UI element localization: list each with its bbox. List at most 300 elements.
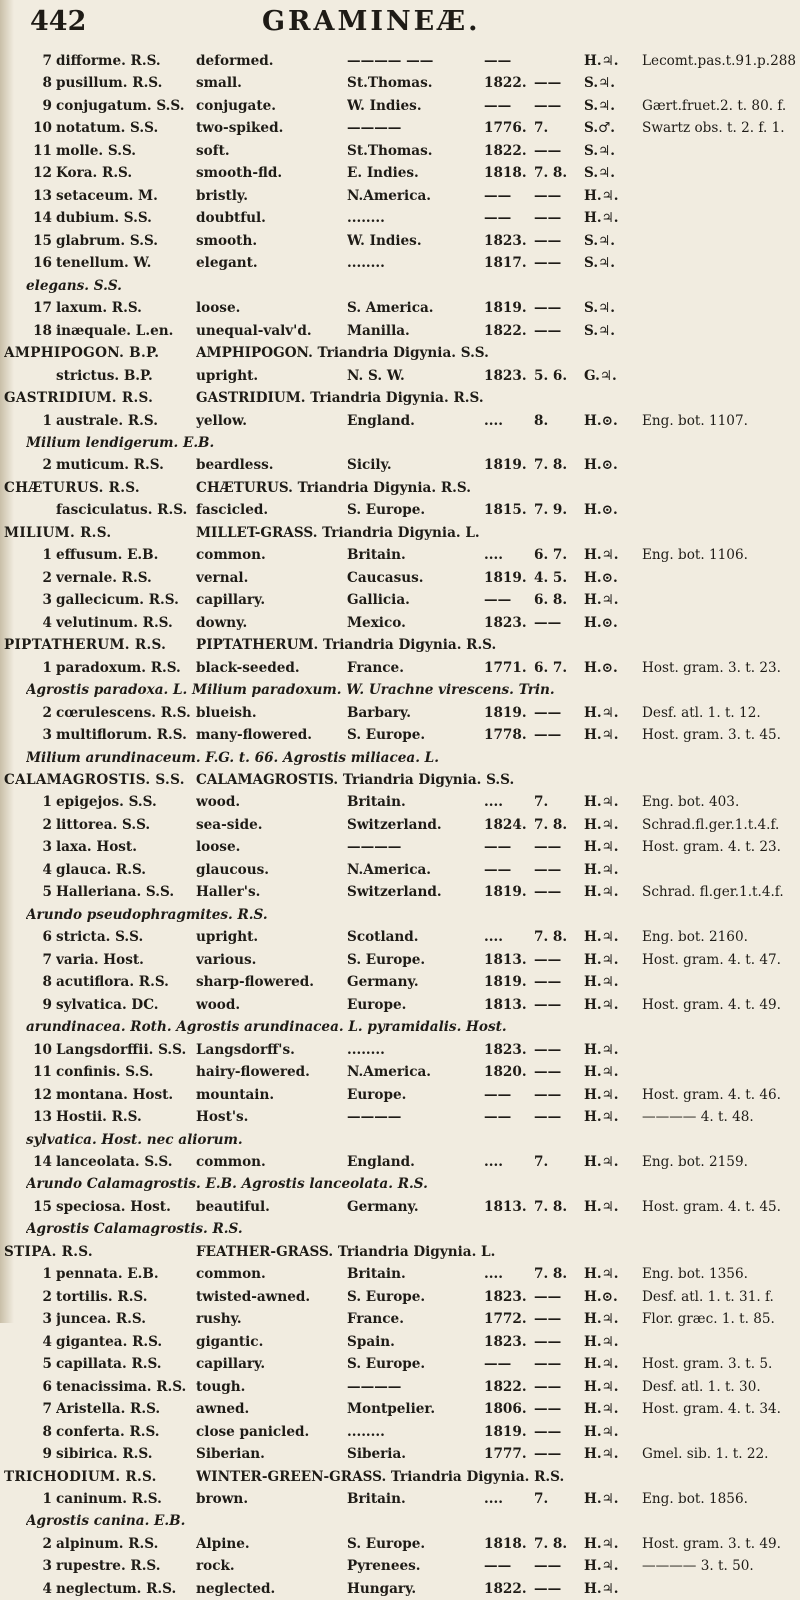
page-title: GRAMINEÆ. — [262, 6, 481, 37]
flowering-months: —— — [534, 1064, 562, 1081]
species-name: confinis. S.S. — [56, 1064, 154, 1081]
introduction-year: .... — [484, 794, 503, 811]
introduction-year: 1823. — [484, 367, 527, 384]
introduction-year: —— — [484, 1109, 512, 1126]
habit-duration: S.♃. — [584, 232, 615, 249]
figure-reference: Host. gram. 4. t. 49. — [642, 996, 781, 1013]
figure-reference: Lecomt.pas.t.91.p.288 — [642, 53, 797, 69]
introduction-year: 1806. — [484, 1401, 527, 1418]
species-name: conjugatum. S.S. — [56, 97, 185, 114]
habit-duration: H.♃. — [584, 861, 619, 878]
species-row — [0, 567, 800, 589]
species-row — [0, 724, 800, 746]
native-country: ........ — [347, 210, 385, 227]
english-name: doubtful. — [196, 210, 266, 227]
species-row — [0, 1151, 800, 1173]
species-number: 4 — [42, 1333, 52, 1350]
english-name: smooth-fld. — [196, 165, 283, 182]
flowering-months: —— — [534, 1356, 562, 1373]
species-row — [0, 454, 800, 476]
native-country: Sicily. — [347, 457, 392, 474]
habit-duration: H.♃. — [584, 1580, 619, 1597]
habit-duration: H.♃. — [584, 839, 619, 856]
species-name: varia. Host. — [56, 951, 144, 968]
habit-duration: H.♃. — [584, 1491, 619, 1507]
english-name: elegant. — [196, 255, 258, 272]
synonym-text: sylvatica. Host. nec aliorum. — [26, 1131, 243, 1148]
species-row — [0, 1555, 800, 1577]
species-row — [0, 162, 800, 184]
native-country: Britain. — [347, 794, 406, 811]
species-name: muticum. R.S. — [56, 457, 164, 474]
english-name: beardless. — [196, 457, 274, 474]
species-row — [0, 1106, 800, 1128]
figure-reference: Schrad. fl.ger.1.t.4.f. — [642, 884, 784, 901]
english-name: deformed. — [196, 53, 274, 69]
genus-classification: GASTRIDIUM. Triandria Digynia. R.S. — [196, 390, 484, 407]
flowering-months: 6. 7. — [534, 547, 568, 564]
english-name: beautiful. — [196, 1198, 270, 1215]
native-country: Scotland. — [347, 929, 419, 946]
habit-duration: H.♃. — [584, 1356, 619, 1373]
native-country: N.America. — [347, 861, 432, 878]
species-row — [0, 1286, 800, 1308]
english-name: hairy-flowered. — [196, 1064, 310, 1081]
species-name: multiflorum. R.S. — [56, 727, 187, 744]
species-row — [0, 140, 800, 162]
english-name: Haller's. — [196, 884, 261, 901]
species-name: glabrum. S.S. — [56, 232, 159, 249]
habit-duration: S.♃. — [584, 255, 615, 272]
genus-classification: MILLET-GRASS. Triandria Digynia. L. — [196, 524, 480, 541]
figure-reference: Gmel. sib. 1. t. 22. — [642, 1446, 769, 1463]
flowering-months: —— — [534, 839, 562, 856]
native-country: ........ — [347, 1041, 385, 1058]
habit-duration: H.♃. — [584, 547, 619, 564]
synonym-text: Milium lendigerum. E.B. — [26, 434, 215, 451]
native-country: E. Indies. — [347, 165, 419, 182]
species-row — [0, 657, 800, 679]
native-country: Britain. — [347, 1491, 406, 1507]
species-row — [0, 1533, 800, 1555]
introduction-year: 1822. — [484, 322, 527, 339]
native-country: Switzerland. — [347, 816, 442, 833]
habit-duration: H.♃. — [584, 1558, 619, 1575]
habit-duration: H.♃. — [584, 1333, 619, 1350]
native-country: Europe. — [347, 996, 407, 1013]
species-name: alpinum. R.S. — [56, 1535, 159, 1552]
flowering-months: —— — [534, 727, 562, 744]
flowering-months: —— — [534, 1041, 562, 1058]
flowering-months: —— — [534, 614, 562, 631]
genus-classification: CALAMAGROSTIS. Triandria Digynia. S.S. — [196, 772, 515, 788]
english-name: awned. — [196, 1401, 250, 1418]
figure-reference: Desf. atl. 1. t. 31. f. — [642, 1288, 774, 1305]
synonym-row — [0, 1218, 800, 1240]
introduction-year: 1819. — [484, 1423, 527, 1440]
native-country: Germany. — [347, 1198, 419, 1215]
flowering-months: —— — [534, 97, 562, 114]
introduction-year: 1819. — [484, 569, 527, 586]
synonym-text: Arundo Calamagrostis. E.B. Agrostis lanceolata. R.S. — [26, 1176, 428, 1193]
species-row — [0, 1039, 800, 1061]
native-country: S. Europe. — [347, 1535, 426, 1552]
species-name: pusillum. R.S. — [56, 75, 163, 92]
species-name: juncea. R.S. — [56, 1311, 146, 1328]
species-row — [0, 881, 800, 903]
habit-duration: H.♃. — [584, 1109, 619, 1126]
species-row — [0, 1061, 800, 1083]
species-number: 6 — [42, 929, 52, 946]
habit-duration: H.♃. — [584, 1266, 619, 1283]
flowering-months: —— — [534, 142, 562, 159]
species-row — [0, 1488, 800, 1510]
figure-reference: Desf. atl. 1. t. 12. — [642, 704, 761, 721]
flowering-months: —— — [534, 884, 562, 901]
english-name: downy. — [196, 614, 248, 631]
species-name: gigantea. R.S. — [56, 1333, 163, 1350]
english-name: vernal. — [196, 569, 249, 586]
species-row — [0, 1196, 800, 1218]
synonym-row — [0, 1129, 800, 1151]
introduction-year: 1824. — [484, 816, 527, 833]
habit-duration: H.♃. — [584, 53, 619, 69]
species-row — [0, 410, 800, 432]
flowering-months: —— — [534, 1423, 562, 1440]
genus-row — [0, 342, 800, 364]
species-number: 4 — [42, 861, 52, 878]
species-number: 11 — [33, 1064, 52, 1081]
flowering-months: —— — [534, 1288, 562, 1305]
synonym-row — [0, 747, 800, 769]
introduction-year: 1818. — [484, 165, 527, 182]
species-name: montana. Host. — [56, 1086, 174, 1103]
genus-classification: PIPTATHERUM. Triandria Digynia. R.S. — [196, 637, 497, 654]
english-name: conjugate. — [196, 97, 277, 114]
synonym-text: Agrostis canina. E.B. — [26, 1513, 186, 1530]
species-number: 10 — [33, 120, 52, 137]
native-country: S. Europe. — [347, 951, 426, 968]
introduction-year: .... — [484, 1491, 503, 1507]
introduction-year: .... — [484, 1153, 503, 1170]
flowering-months: —— — [534, 1109, 562, 1126]
species-name: Aristella. R.S. — [56, 1401, 161, 1418]
species-number: 2 — [42, 704, 52, 721]
introduction-year: 1777. — [484, 1446, 527, 1463]
native-country: ........ — [347, 1423, 385, 1440]
species-number: 9 — [42, 97, 52, 114]
flowering-months: —— — [534, 1086, 562, 1103]
species-row — [0, 297, 800, 319]
flowering-months: —— — [534, 75, 562, 92]
habit-duration: H.♃. — [584, 929, 619, 946]
native-country: Britain. — [347, 547, 406, 564]
introduction-year: 1819. — [484, 457, 527, 474]
introduction-year: 1822. — [484, 75, 527, 92]
species-name: Langsdorffii. S.S. — [56, 1041, 187, 1058]
habit-duration: H.♃. — [584, 1153, 619, 1170]
species-number: 8 — [42, 974, 52, 991]
habit-duration: H.♃. — [584, 727, 619, 744]
synonym-text: Arundo pseudophragmites. R.S. — [26, 906, 268, 923]
native-country: S. Europe. — [347, 1356, 426, 1373]
habit-duration: S.♃. — [584, 300, 615, 317]
species-number: 7 — [42, 951, 52, 968]
habit-duration: H.♃. — [584, 704, 619, 721]
species-name: fasciculatus. R.S. — [56, 502, 188, 519]
native-country: ———— — [347, 1109, 402, 1126]
flowering-months: 7. 8. — [534, 1266, 568, 1283]
figure-reference: Eng. bot. 403. — [642, 794, 740, 811]
native-country: ———— — [347, 839, 402, 856]
synonym-text: Agrostis Calamagrostis. R.S. — [26, 1221, 243, 1238]
page-number: 442 — [30, 6, 87, 37]
genus-name: STIPA. R.S. — [4, 1243, 93, 1260]
species-row — [0, 1376, 800, 1398]
flowering-months: 7. — [534, 1153, 549, 1170]
english-name: wood. — [196, 794, 241, 811]
figure-reference: Host. gram. 4. t. 47. — [642, 951, 781, 968]
english-name: Host's. — [196, 1109, 249, 1126]
native-country: Caucasus. — [347, 569, 424, 586]
habit-duration: S.♂. — [584, 120, 615, 137]
figure-reference: Host. gram. 4. t. 45. — [642, 1198, 781, 1215]
species-name: neglectum. R.S. — [56, 1580, 177, 1597]
english-name: upright. — [196, 367, 259, 384]
figure-reference: Eng. bot. 1856. — [642, 1491, 748, 1507]
species-name: epigejos. S.S. — [56, 794, 157, 811]
flowering-months: —— — [534, 210, 562, 227]
species-row — [0, 612, 800, 634]
figure-reference: Eng. bot. 1106. — [642, 547, 748, 564]
flowering-months: —— — [534, 232, 562, 249]
figure-reference: Desf. atl. 1. t. 30. — [642, 1378, 761, 1395]
english-name: soft. — [196, 142, 230, 159]
habit-duration: H.♃. — [584, 884, 619, 901]
english-name: Siberian. — [196, 1446, 265, 1463]
introduction-year: 1823. — [484, 1041, 527, 1058]
genus-row — [0, 387, 800, 409]
habit-duration: S.♃. — [584, 75, 615, 92]
introduction-year: 1823. — [484, 232, 527, 249]
english-name: smooth. — [196, 232, 258, 249]
figure-reference: Eng. bot. 1107. — [642, 412, 748, 429]
species-name: effusum. E.B. — [56, 547, 159, 564]
english-name: two-spiked. — [196, 120, 284, 137]
species-name: speciosa. Host. — [56, 1198, 171, 1215]
species-name: sibirica. R.S. — [56, 1446, 153, 1463]
habit-duration: H.⊙. — [584, 412, 618, 429]
native-country: ———— — [347, 120, 402, 137]
flowering-months: 7. 8. — [534, 929, 568, 946]
english-name: glaucous. — [196, 861, 269, 878]
english-name: neglected. — [196, 1580, 276, 1597]
native-country: W. Indies. — [347, 232, 422, 249]
flowering-months: 7. 9. — [534, 502, 568, 519]
species-number: 5 — [42, 884, 52, 901]
habit-duration: H.♃. — [584, 1086, 619, 1103]
flowering-months: —— — [534, 704, 562, 721]
figure-reference: Host. gram. 4. t. 34. — [642, 1401, 781, 1418]
native-country: Hungary. — [347, 1580, 417, 1597]
species-number: 3 — [42, 1311, 52, 1328]
native-country: N.America. — [347, 1064, 432, 1081]
native-country: S. Europe. — [347, 1288, 426, 1305]
flowering-months: 7. 8. — [534, 1198, 568, 1215]
species-number: 1 — [42, 1491, 52, 1507]
flowering-months: 7. 8. — [534, 165, 568, 182]
habit-duration: H.⊙. — [584, 569, 618, 586]
figure-reference: Host. gram. 3. t. 45. — [642, 727, 781, 744]
figure-reference: Eng. bot. 1356. — [642, 1266, 748, 1283]
flowering-months: —— — [534, 996, 562, 1013]
species-name: stricta. S.S. — [56, 929, 144, 946]
species-name: setaceum. M. — [56, 187, 158, 204]
english-name: blueish. — [196, 704, 257, 721]
species-number: 8 — [42, 1423, 52, 1440]
figure-reference: Swartz obs. t. 2. f. 1. — [642, 120, 785, 137]
habit-duration: H.♃. — [584, 974, 619, 991]
species-row — [0, 95, 800, 117]
flowering-months: —— — [534, 322, 562, 339]
species-row — [0, 1421, 800, 1443]
native-country: Siberia. — [347, 1446, 407, 1463]
species-number: 1 — [42, 659, 52, 676]
species-number: 14 — [33, 210, 52, 227]
introduction-year: 1776. — [484, 120, 527, 137]
genus-name: CALAMAGROSTIS. S.S. — [4, 772, 185, 788]
english-name: capillary. — [196, 1356, 266, 1373]
habit-duration: H.♃. — [584, 592, 619, 609]
figure-reference: Eng. bot. 2159. — [642, 1153, 748, 1170]
species-number: 4 — [42, 614, 52, 631]
introduction-year: —— — [484, 210, 512, 227]
native-country: ........ — [347, 255, 385, 272]
native-country: England. — [347, 1153, 415, 1170]
figure-reference: Host. gram. 4. t. 46. — [642, 1086, 781, 1103]
species-row — [0, 836, 800, 858]
genus-classification: FEATHER-GRASS. Triandria Digynia. L. — [196, 1243, 496, 1260]
species-number: 14 — [33, 1153, 52, 1170]
habit-duration: H.⊙. — [584, 614, 618, 631]
genus-name: MILIUM. R.S. — [4, 524, 112, 541]
english-name: common. — [196, 1153, 266, 1170]
species-number: 1 — [42, 794, 52, 811]
flowering-months: 8. — [534, 412, 549, 429]
species-number: 2 — [42, 1288, 52, 1305]
native-country: Montpelier. — [347, 1401, 436, 1418]
flowering-months: 6. 8. — [534, 592, 568, 609]
flowering-months: —— — [534, 861, 562, 878]
species-row — [0, 814, 800, 836]
genus-row — [0, 477, 800, 499]
native-country: Britain. — [347, 1266, 406, 1283]
species-row — [0, 1308, 800, 1330]
species-name: velutinum. R.S. — [56, 614, 173, 631]
english-name: unequal-valv'd. — [196, 322, 312, 339]
species-number: 2 — [42, 569, 52, 586]
english-name: various. — [196, 951, 257, 968]
habit-duration: H.⊙. — [584, 1288, 618, 1305]
species-name: tenellum. W. — [56, 255, 152, 272]
introduction-year: 1778. — [484, 727, 527, 744]
species-number: 10 — [33, 1041, 52, 1058]
habit-duration: S.♃. — [584, 142, 615, 159]
introduction-year: 1819. — [484, 300, 527, 317]
flowering-months: —— — [534, 1401, 562, 1418]
english-name: wood. — [196, 996, 241, 1013]
introduction-year: .... — [484, 547, 503, 564]
flowering-months: 7. 8. — [534, 1535, 568, 1552]
species-number: 8 — [42, 75, 52, 92]
habit-duration: H.♃. — [584, 794, 619, 811]
native-country: St.Thomas. — [347, 75, 433, 92]
habit-duration: H.♃. — [584, 1064, 619, 1081]
genus-name: AMPHIPOGON. B.P. — [4, 345, 160, 362]
native-country: Europe. — [347, 1086, 407, 1103]
habit-duration: H.⊙. — [584, 457, 618, 474]
native-country: Barbary. — [347, 704, 412, 721]
synonym-row — [0, 904, 800, 926]
introduction-year: 1819. — [484, 974, 527, 991]
english-name: gigantic. — [196, 1333, 264, 1350]
flowering-months: —— — [534, 255, 562, 272]
flowering-months: —— — [534, 300, 562, 317]
species-name: cœrulescens. R.S. — [56, 704, 191, 721]
figure-reference: Schrad.fl.ger.1.t.4.f. — [642, 816, 780, 833]
native-country: ———— —— — [347, 53, 434, 69]
habit-duration: H.♃. — [584, 1378, 619, 1395]
flowering-months: —— — [534, 951, 562, 968]
flowering-months: —— — [534, 1311, 562, 1328]
species-number: 13 — [33, 187, 52, 204]
habit-duration: H.♃. — [584, 1198, 619, 1215]
introduction-year: 1819. — [484, 704, 527, 721]
species-row — [0, 117, 800, 139]
introduction-year: —— — [484, 592, 512, 609]
flowering-months: —— — [534, 1446, 562, 1463]
species-number: 9 — [42, 996, 52, 1013]
species-number: 16 — [33, 255, 52, 272]
english-name: upright. — [196, 929, 259, 946]
species-row — [0, 252, 800, 274]
introduction-year: .... — [484, 929, 503, 946]
species-row — [0, 544, 800, 566]
species-name: difforme. R.S. — [56, 53, 161, 69]
species-name: Halleriana. S.S. — [56, 884, 175, 901]
species-row — [0, 185, 800, 207]
habit-duration: H.⊙. — [584, 659, 618, 676]
species-number: 1 — [42, 1266, 52, 1283]
species-number: 2 — [42, 1535, 52, 1552]
species-number: 17 — [33, 300, 52, 317]
synonym-row — [0, 1016, 800, 1038]
species-number: 13 — [33, 1109, 52, 1126]
introduction-year: —— — [484, 1086, 512, 1103]
english-name: close panicled. — [196, 1423, 310, 1440]
species-name: lanceolata. S.S. — [56, 1153, 173, 1170]
flowering-months: 7. — [534, 120, 549, 137]
habit-duration: H.♃. — [584, 996, 619, 1013]
species-number: 4 — [42, 1580, 52, 1597]
native-country: Gallicia. — [347, 592, 410, 609]
species-number: 7 — [42, 1401, 52, 1418]
genus-name: PIPTATHERUM. R.S. — [4, 637, 167, 654]
species-number: 9 — [42, 1446, 52, 1463]
species-row — [0, 1578, 800, 1600]
english-name: Langsdorff's. — [196, 1041, 295, 1058]
species-row — [0, 702, 800, 724]
